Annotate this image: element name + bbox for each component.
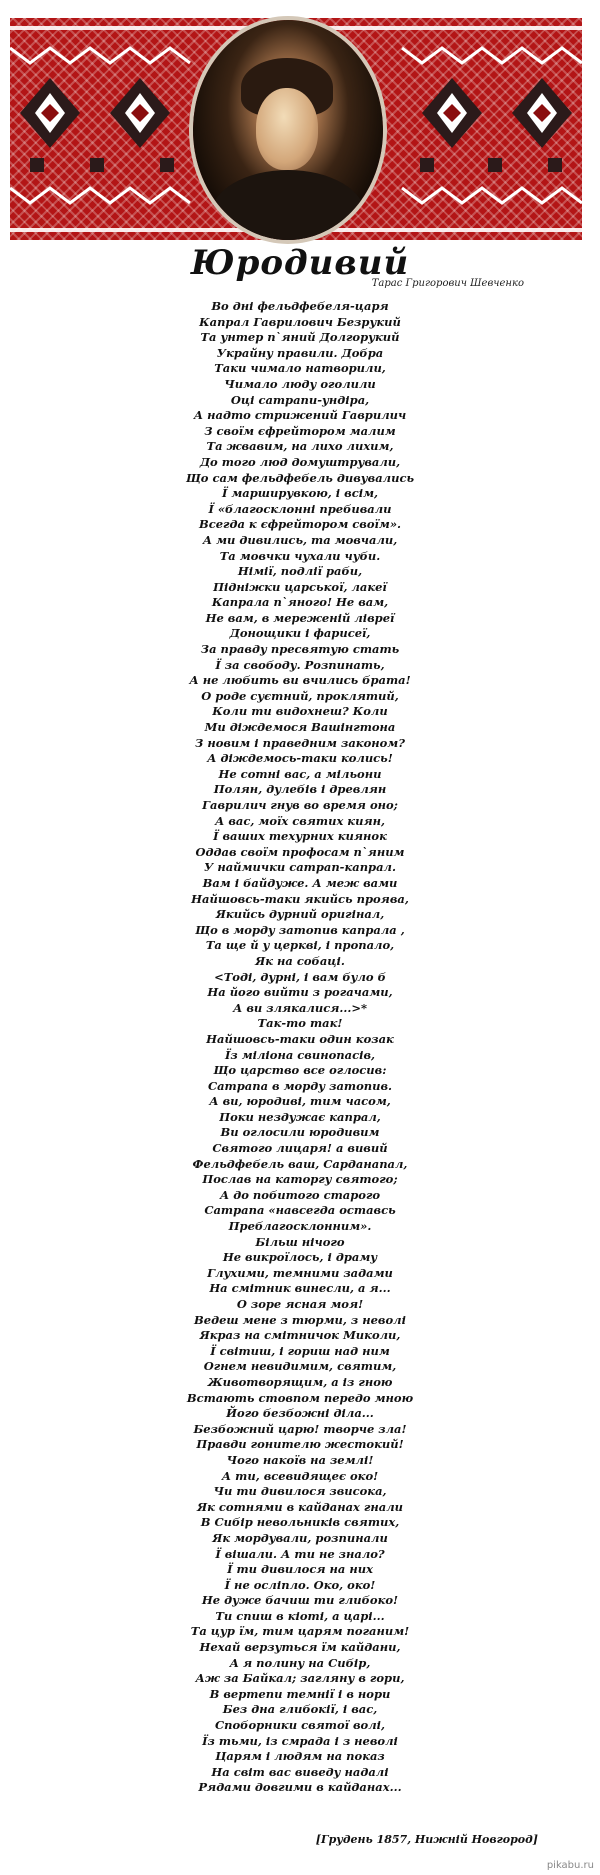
poem-line: До того люд домуштрували, — [199, 454, 401, 469]
poem-line: Не вам, в мереженій лівреї — [205, 610, 395, 625]
poem-line: Їз тьми, із смрада і з неволі — [202, 1733, 398, 1748]
poem-line: Ї «благосклонні пребивали — [208, 501, 392, 516]
poem-line: Та цур їм, тим царям поганим! — [190, 1624, 410, 1639]
poem-line: Більш нічого — [255, 1234, 345, 1249]
poem-line: Не викроїлось, і драму — [222, 1250, 378, 1265]
poem-line: Поки нездужає капрал, — [219, 1109, 381, 1124]
portrait-image — [193, 20, 383, 240]
poem-line: Що сам фельдфебель дивувались — [185, 470, 415, 485]
poem-line: А вас, моїх святих киян, — [215, 813, 385, 828]
poem-line: Чимало люду оголили — [224, 376, 376, 391]
poem-line: Їз міліона свинопасів, — [224, 1047, 376, 1062]
poem-line: Вам і байдуже. А меж вами — [202, 875, 398, 890]
poem-line: Животворящим, а із гною — [207, 1374, 393, 1389]
poem-line: Так-то так! — [257, 1016, 343, 1031]
poem-line: Не дуже бачиш ти глибоко! — [201, 1593, 399, 1608]
poem-line: Капрала п`яного! Не вам, — [211, 595, 389, 610]
poem-line: Та мовчки чухали чуби. — [219, 548, 381, 563]
poem-author: Тарас Григорович Шевченко — [371, 278, 524, 289]
poem-line: Його безбожні діла... — [226, 1406, 374, 1421]
poem-line: Фельдфебель ваш, Сарданапал, — [192, 1156, 408, 1171]
poem-line: Всегда к єфрейтором своїм». — [198, 517, 402, 532]
poem-line: Підніжки царської, лакеї — [213, 579, 387, 594]
poem-line: Найшовсь-таки якийсь проява, — [191, 891, 409, 906]
poem-line: Ти спиш в кіоті, а царі... — [215, 1608, 385, 1623]
poem-line: В Сибір невольників святих, — [200, 1515, 400, 1530]
poem-line: Як сотнями в кайданах гнали — [197, 1499, 403, 1514]
poem-line: Що царство все оглосив: — [213, 1063, 387, 1078]
poem-line: Якийсь дурний оригінал, — [215, 907, 385, 922]
poem-line: Ї марширувкою, і всім, — [221, 486, 379, 501]
poem-line: А надто стрижений Гаврилич — [193, 408, 407, 423]
poem-line: Ї ваших техурних киянок — [213, 829, 387, 844]
poem-line: Донощики і фарисеї, — [229, 626, 371, 641]
poem-line: Як на собаці. — [255, 953, 345, 968]
poem-title: Юродивий — [190, 243, 410, 283]
poem-line: Оці сатрапи-ундіра, — [230, 392, 370, 407]
poem-line: На смітник винесли, а я... — [209, 1281, 391, 1296]
poem-line: Гаврилич гнув во время оно; — [202, 798, 398, 812]
poem-body — [0, 299, 600, 1796]
poem-line: Оддав своїм профосам п`яним — [195, 844, 405, 859]
portrait-face — [256, 88, 318, 170]
poem-line: На його вийти з рогачами, — [207, 985, 393, 1000]
poem-line: Що в морду затопив капрала , — [195, 922, 405, 937]
poem-line: На світ вас виведу надалі — [211, 1764, 389, 1779]
poem-line: Ї ти дивилося на них — [227, 1562, 373, 1577]
poem-line: Коли ти видохнеш? Коли — [212, 704, 388, 719]
poem-line: Сатрапа «навсегда оставсь — [204, 1203, 396, 1218]
poem-line: Не сотні вас, а мільони — [218, 766, 382, 781]
poem-date-signature: [Грудень 1857, Нижній Новгород] — [315, 1833, 538, 1846]
poem-line: Ми діждемося Вашінгтона — [204, 720, 396, 735]
poem-line: Як мордували, розпинали — [212, 1530, 388, 1545]
poem-line: Ї світиш, і гориш над ним — [210, 1343, 390, 1358]
poem-line: Та унтер п`яний Долгорукий — [200, 330, 400, 345]
poem-line: Рядами довгими в кайданах... — [198, 1780, 402, 1795]
poem-line: Послав на каторгу святого; — [202, 1172, 398, 1187]
poem-line: Встають стовпом передо мною — [186, 1390, 414, 1405]
poem-line: А діждемось-таки колись! — [207, 751, 393, 766]
poem-line: А до побитого старого — [219, 1187, 381, 1202]
poem-line: А ми дивились, та мовчали, — [202, 532, 398, 547]
poem-line: В вертепи темнії і в нори — [209, 1686, 391, 1701]
poem-line: Чи ти дивилося звисока, — [213, 1484, 387, 1499]
poem-line: За правду пресвятую стать — [200, 642, 400, 657]
poem-line: Найшовсь-таки один козак — [206, 1031, 394, 1046]
poem-line: Украйну правили. Добра — [216, 345, 384, 360]
poem-line: Аж за Байкал; загляну в гори, — [195, 1671, 405, 1686]
poem-line: А ти, всевидящеє око! — [221, 1468, 379, 1483]
poem-line: А не любить ви вчились брата! — [189, 673, 411, 688]
poem-line: О роде суєтний, проклятий, — [201, 688, 399, 703]
poem-line: Сатрапа в морду затопив. — [207, 1078, 393, 1093]
poem-line: Во дні фельдфебеля-царя — [211, 299, 389, 313]
poem-line: Німії, подлії раби, — [237, 564, 363, 579]
poem-line: Царям і людям на показ — [215, 1749, 385, 1764]
portrait-coat — [211, 170, 365, 240]
poem-line: Чого накоїв на землі! — [226, 1452, 374, 1467]
poem-line: Глухими, темними задами — [207, 1265, 393, 1280]
site-watermark: pikabu.ru — [546, 1860, 594, 1871]
poem-line: А я полину на Сибір, — [229, 1655, 371, 1670]
poem-line: Ї вішали. А ти не знало? — [215, 1546, 385, 1561]
poem-line: З своїм єфрейтором малим — [204, 423, 396, 438]
poem-line: А ви, юродиві, тим часом, — [209, 1094, 391, 1109]
poem-line: Ведеш мене з тюрми, з неволі — [194, 1312, 406, 1327]
poem-line: Якраз на смітничок Миколи, — [199, 1328, 401, 1343]
poem-line: Без дна глибокії, і вас, — [222, 1702, 378, 1717]
poem-line: О зоре ясная моя! — [236, 1297, 364, 1311]
poem-line: Ви оглосили юродивим — [220, 1125, 380, 1140]
poem-line: Споборники святої волі, — [214, 1718, 386, 1733]
poem-line: <Тоді, дурні, і вам було б — [214, 969, 386, 984]
poem-line: А ви злякалися...>* — [232, 1000, 368, 1015]
poem-line: Огнем невидимим, святим, — [203, 1359, 397, 1374]
poem-line: Таки чимало натворили, — [214, 361, 386, 376]
poem-line: Ї не осліпло. Око, око! — [224, 1577, 376, 1592]
poem-line: Преблагосклонним». — [228, 1219, 372, 1234]
poem-line: Святого лицаря! а вивий — [212, 1141, 388, 1156]
poem-line: Ї за свободу. Розпинать, — [215, 657, 385, 672]
poem-line: Правди гонителю жестокий! — [196, 1437, 404, 1452]
poem-line: Полян, дулебів і древлян — [213, 782, 387, 797]
poem-line: У наймички сатрап-капрал. — [204, 860, 396, 875]
poem-line: Безбожний царю! творче зла! — [193, 1421, 407, 1436]
poem-line: Та жвавим, на лихо лихим, — [206, 439, 394, 454]
poem-line: З новим і праведним законом? — [195, 735, 405, 750]
poem-line: Нехай верзуться їм кайдани, — [199, 1640, 401, 1655]
poem-line: Та ще й у церкві, і пропало, — [205, 938, 395, 953]
poem-line: Капрал Гаврилович Безрукий — [199, 314, 401, 329]
